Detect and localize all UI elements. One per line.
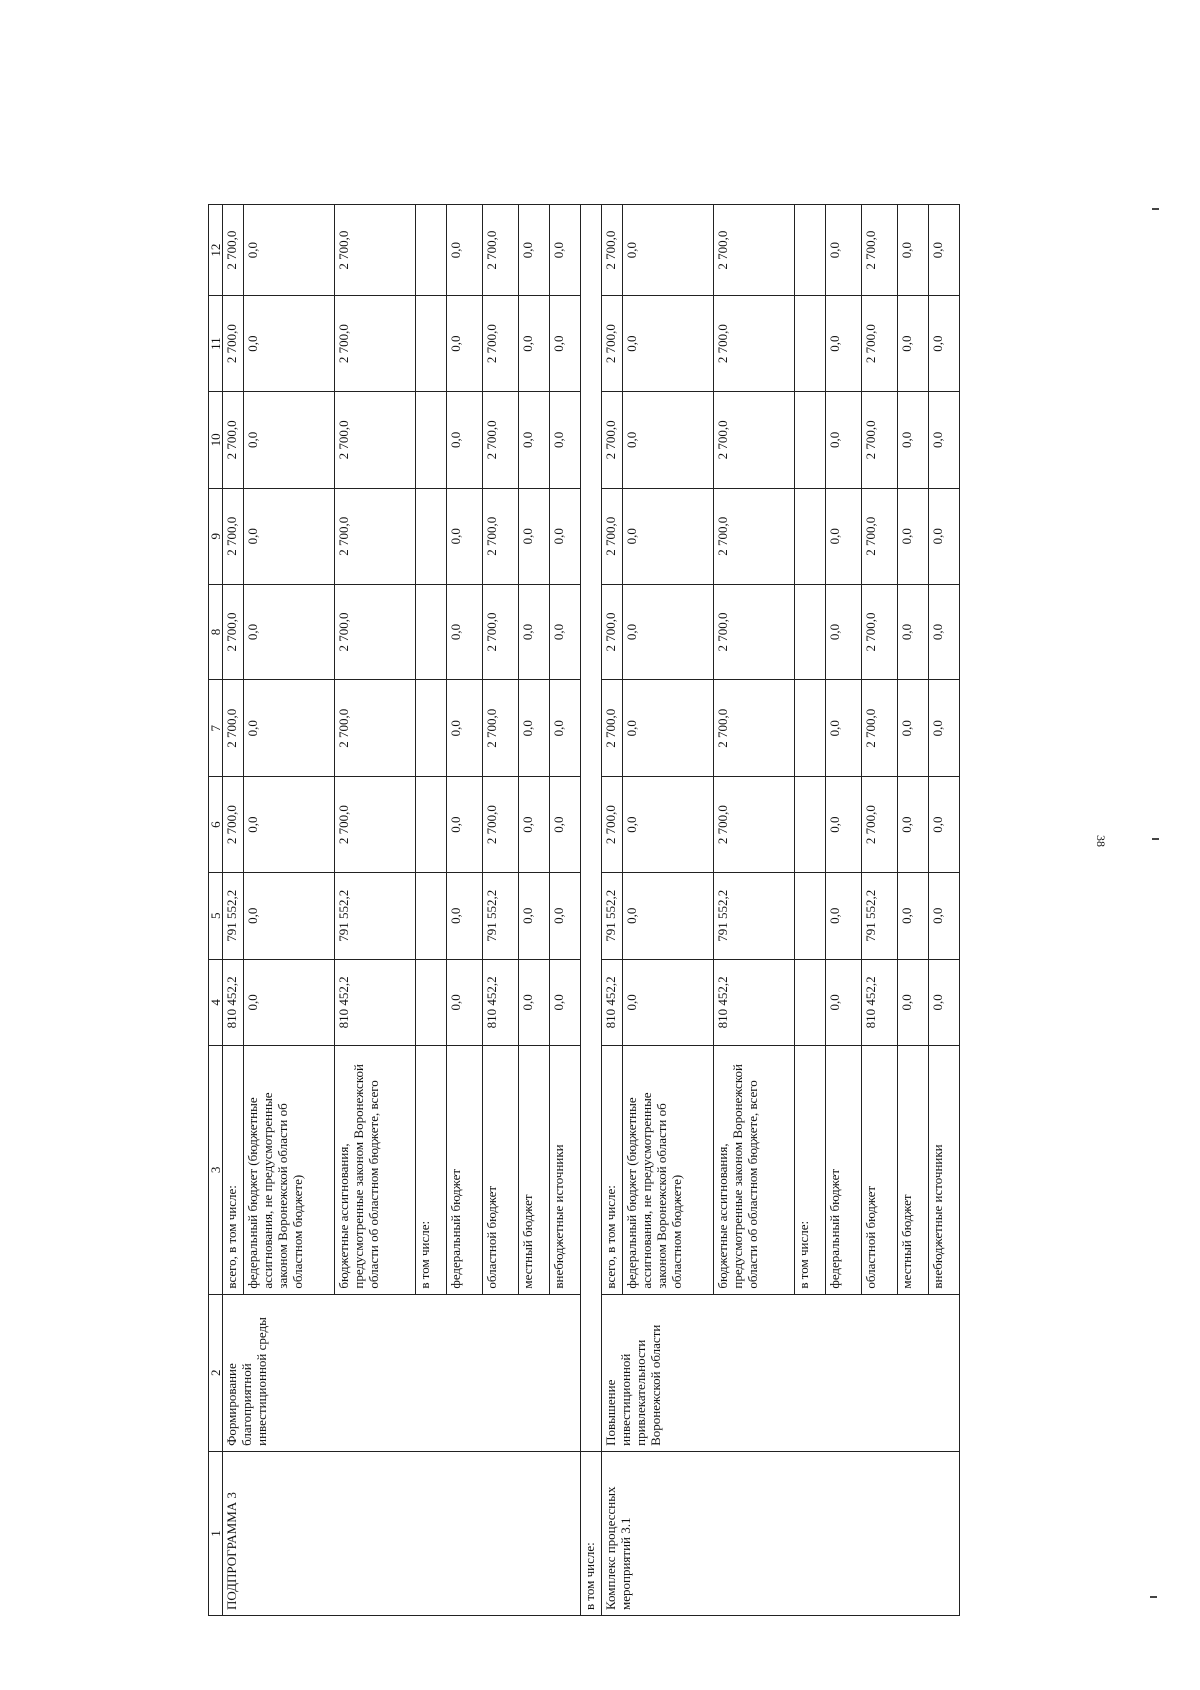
amount-cell: 2 700,0	[602, 680, 623, 777]
subprogram-title: Формирование благоприятной инвестиционной среды	[223, 1294, 581, 1451]
amount-cell: 0,0	[244, 777, 335, 873]
amount-cell: 0,0	[898, 872, 929, 959]
amount-cell: 810 452,2	[862, 959, 898, 1046]
amount-cell: 0,0	[898, 391, 929, 488]
column-number: 12	[209, 205, 223, 296]
separator-empty	[581, 205, 602, 1452]
amount-cell: 0,0	[826, 205, 862, 296]
amount-cell	[416, 296, 447, 392]
amount-cell: 0,0	[826, 872, 862, 959]
funding-source-label: в том числе:	[416, 1046, 447, 1294]
amount-cell	[416, 959, 447, 1046]
amount-cell: 0,0	[929, 584, 960, 680]
amount-cell	[416, 205, 447, 296]
amount-cell: 0,0	[447, 680, 483, 777]
amount-cell: 2 700,0	[714, 488, 795, 584]
column-number: 2	[209, 1294, 223, 1451]
column-number: 11	[209, 296, 223, 392]
amount-cell: 2 700,0	[483, 296, 519, 392]
amount-cell: 2 700,0	[223, 205, 244, 296]
amount-cell: 2 700,0	[602, 488, 623, 584]
column-number: 5	[209, 872, 223, 959]
amount-cell: 810 452,2	[335, 959, 416, 1046]
amount-cell: 0,0	[898, 296, 929, 392]
amount-cell: 2 700,0	[483, 391, 519, 488]
amount-cell: 0,0	[244, 488, 335, 584]
subprogram-program: ПОДПРОГРАММА 3	[223, 1451, 581, 1615]
amount-cell: 0,0	[519, 872, 550, 959]
amount-cell: 0,0	[898, 584, 929, 680]
amount-cell: 0,0	[519, 296, 550, 392]
amount-cell	[416, 488, 447, 584]
amount-cell: 0,0	[898, 205, 929, 296]
funding-source-label: всего, в том числе:	[223, 1046, 244, 1294]
amount-cell: 0,0	[623, 391, 714, 488]
amount-cell: 2 700,0	[862, 296, 898, 392]
amount-cell: 0,0	[826, 296, 862, 392]
amount-cell: 2 700,0	[714, 391, 795, 488]
amount-cell: 791 552,2	[862, 872, 898, 959]
amount-cell	[795, 777, 826, 873]
amount-cell: 0,0	[244, 296, 335, 392]
column-number: 10	[209, 391, 223, 488]
amount-cell: 0,0	[929, 959, 960, 1046]
amount-cell: 0,0	[244, 959, 335, 1046]
amount-cell: 2 700,0	[335, 488, 416, 584]
amount-cell: 0,0	[550, 680, 581, 777]
amount-cell: 0,0	[898, 959, 929, 1046]
amount-cell: 0,0	[826, 959, 862, 1046]
amount-cell: 2 700,0	[483, 584, 519, 680]
amount-cell: 2 700,0	[483, 680, 519, 777]
amount-cell: 2 700,0	[714, 205, 795, 296]
amount-cell: 0,0	[550, 777, 581, 873]
amount-cell: 791 552,2	[483, 872, 519, 959]
amount-cell: 2 700,0	[602, 584, 623, 680]
amount-cell	[416, 680, 447, 777]
funding-source-label: областной бюджет	[862, 1046, 898, 1294]
process-complex-title: Повышение инвестиционной привлекательности Воронежской области	[602, 1294, 960, 1451]
amount-cell: 2 700,0	[602, 391, 623, 488]
amount-cell: 0,0	[929, 872, 960, 959]
amount-cell: 0,0	[447, 959, 483, 1046]
row-total	[602, 205, 623, 1616]
table-body	[209, 205, 960, 1616]
amount-cell: 2 700,0	[223, 391, 244, 488]
amount-cell: 0,0	[623, 680, 714, 777]
amount-cell: 0,0	[826, 777, 862, 873]
column-number: 3	[209, 1046, 223, 1294]
funding-source-label: местный бюджет	[519, 1046, 550, 1294]
amount-cell: 0,0	[447, 777, 483, 873]
amount-cell: 0,0	[244, 391, 335, 488]
amount-cell: 2 700,0	[335, 205, 416, 296]
amount-cell: 0,0	[550, 584, 581, 680]
amount-cell: 0,0	[244, 205, 335, 296]
amount-cell: 0,0	[447, 488, 483, 584]
budget-table	[208, 204, 960, 1616]
amount-cell: 0,0	[929, 205, 960, 296]
process-complex-program: Комплекс процессных мероприятий 3.1	[602, 1451, 960, 1615]
amount-cell: 2 700,0	[335, 777, 416, 873]
scan-speck	[1152, 838, 1159, 840]
column-number: 4	[209, 959, 223, 1046]
amount-cell: 0,0	[550, 872, 581, 959]
amount-cell: 2 700,0	[862, 205, 898, 296]
amount-cell: 0,0	[519, 391, 550, 488]
amount-cell: 2 700,0	[714, 584, 795, 680]
amount-cell: 0,0	[519, 680, 550, 777]
page-number: 38	[1094, 835, 1108, 847]
amount-cell: 2 700,0	[483, 488, 519, 584]
amount-cell	[795, 391, 826, 488]
amount-cell: 0,0	[519, 777, 550, 873]
amount-cell	[795, 872, 826, 959]
scan-speck	[1152, 208, 1159, 210]
amount-cell: 2 700,0	[335, 296, 416, 392]
funding-source-label: областной бюджет	[483, 1046, 519, 1294]
row-total	[223, 205, 244, 1616]
amount-cell: 810 452,2	[602, 959, 623, 1046]
amount-cell: 0,0	[826, 391, 862, 488]
funding-source-label: бюджетные ассигнования, предусмотренные законом Воронежской области об областном бюджете, всего	[714, 1046, 795, 1294]
amount-cell	[416, 777, 447, 873]
amount-cell: 0,0	[929, 777, 960, 873]
amount-cell: 2 700,0	[223, 296, 244, 392]
funding-source-label: бюджетные ассигнования, предусмотренные законом Воронежской области об областном бюджете, всего	[335, 1046, 416, 1294]
amount-cell	[795, 296, 826, 392]
amount-cell: 0,0	[519, 584, 550, 680]
amount-cell: 0,0	[244, 872, 335, 959]
amount-cell: 0,0	[898, 777, 929, 873]
amount-cell	[795, 205, 826, 296]
column-number: 7	[209, 680, 223, 777]
amount-cell	[416, 872, 447, 959]
amount-cell: 0,0	[929, 488, 960, 584]
amount-cell: 2 700,0	[335, 584, 416, 680]
amount-cell: 0,0	[550, 959, 581, 1046]
amount-cell: 2 700,0	[223, 584, 244, 680]
amount-cell: 791 552,2	[602, 872, 623, 959]
funding-source-label: федеральный бюджет (бюджетные ассигнования, не предусмотренные законом Воронежской области об областном бюджете)	[244, 1046, 335, 1294]
amount-cell: 2 700,0	[714, 777, 795, 873]
amount-cell: 2 700,0	[602, 777, 623, 873]
amount-cell: 2 700,0	[223, 680, 244, 777]
amount-cell: 0,0	[623, 777, 714, 873]
amount-cell	[416, 391, 447, 488]
amount-cell: 0,0	[550, 391, 581, 488]
amount-cell: 791 552,2	[223, 872, 244, 959]
funding-source-label: внебюджетные источники	[929, 1046, 960, 1294]
column-number: 6	[209, 777, 223, 873]
column-number: 1	[209, 1451, 223, 1615]
funding-source-label: местный бюджет	[898, 1046, 929, 1294]
amount-cell	[795, 680, 826, 777]
amount-cell: 0,0	[623, 296, 714, 392]
scan-speck	[1150, 1596, 1157, 1598]
amount-cell: 810 452,2	[483, 959, 519, 1046]
amount-cell: 0,0	[623, 872, 714, 959]
amount-cell: 0,0	[623, 584, 714, 680]
amount-cell: 2 700,0	[862, 488, 898, 584]
amount-cell: 810 452,2	[714, 959, 795, 1046]
amount-cell: 2 700,0	[602, 296, 623, 392]
amount-cell: 2 700,0	[483, 205, 519, 296]
amount-cell	[416, 584, 447, 680]
amount-cell: 2 700,0	[862, 584, 898, 680]
amount-cell: 2 700,0	[862, 777, 898, 873]
amount-cell: 2 700,0	[714, 296, 795, 392]
amount-cell: 2 700,0	[602, 205, 623, 296]
funding-source-label: федеральный бюджет	[447, 1046, 483, 1294]
funding-source-label: федеральный бюджет (бюджетные ассигнования, не предусмотренные законом Воронежской области об областном бюджете)	[623, 1046, 714, 1294]
funding-source-label: в том числе:	[795, 1046, 826, 1294]
amount-cell: 2 700,0	[714, 680, 795, 777]
funding-source-label: всего, в том числе:	[602, 1046, 623, 1294]
amount-cell: 0,0	[447, 584, 483, 680]
amount-cell: 0,0	[826, 584, 862, 680]
amount-cell: 0,0	[898, 680, 929, 777]
amount-cell: 0,0	[826, 488, 862, 584]
funding-source-label: федеральный бюджет	[826, 1046, 862, 1294]
amount-cell: 0,0	[550, 205, 581, 296]
amount-cell: 2 700,0	[335, 391, 416, 488]
amount-cell	[795, 959, 826, 1046]
amount-cell: 0,0	[623, 488, 714, 584]
column-number-row	[209, 205, 223, 1616]
amount-cell: 0,0	[244, 584, 335, 680]
amount-cell: 2 700,0	[223, 777, 244, 873]
amount-cell: 0,0	[447, 296, 483, 392]
amount-cell: 0,0	[929, 680, 960, 777]
amount-cell: 0,0	[447, 391, 483, 488]
amount-cell: 0,0	[826, 680, 862, 777]
amount-cell	[795, 584, 826, 680]
amount-cell: 2 700,0	[862, 680, 898, 777]
amount-cell: 0,0	[550, 296, 581, 392]
amount-cell: 2 700,0	[862, 391, 898, 488]
including-separator-row	[581, 205, 602, 1616]
amount-cell: 0,0	[519, 205, 550, 296]
amount-cell	[795, 488, 826, 584]
amount-cell: 0,0	[623, 959, 714, 1046]
amount-cell: 2 700,0	[483, 777, 519, 873]
amount-cell: 0,0	[929, 391, 960, 488]
column-number: 9	[209, 488, 223, 584]
including-label: в том числе:	[581, 1451, 602, 1615]
amount-cell: 2 700,0	[335, 680, 416, 777]
amount-cell: 2 700,0	[223, 488, 244, 584]
amount-cell: 0,0	[623, 205, 714, 296]
column-number: 8	[209, 584, 223, 680]
amount-cell: 0,0	[929, 296, 960, 392]
amount-cell: 791 552,2	[335, 872, 416, 959]
amount-cell: 0,0	[898, 488, 929, 584]
amount-cell: 810 452,2	[223, 959, 244, 1046]
amount-cell: 0,0	[447, 205, 483, 296]
amount-cell: 0,0	[244, 680, 335, 777]
amount-cell: 0,0	[447, 872, 483, 959]
amount-cell: 0,0	[550, 488, 581, 584]
amount-cell: 0,0	[519, 959, 550, 1046]
amount-cell: 791 552,2	[714, 872, 795, 959]
funding-source-label: внебюджетные источники	[550, 1046, 581, 1294]
amount-cell: 0,0	[519, 488, 550, 584]
